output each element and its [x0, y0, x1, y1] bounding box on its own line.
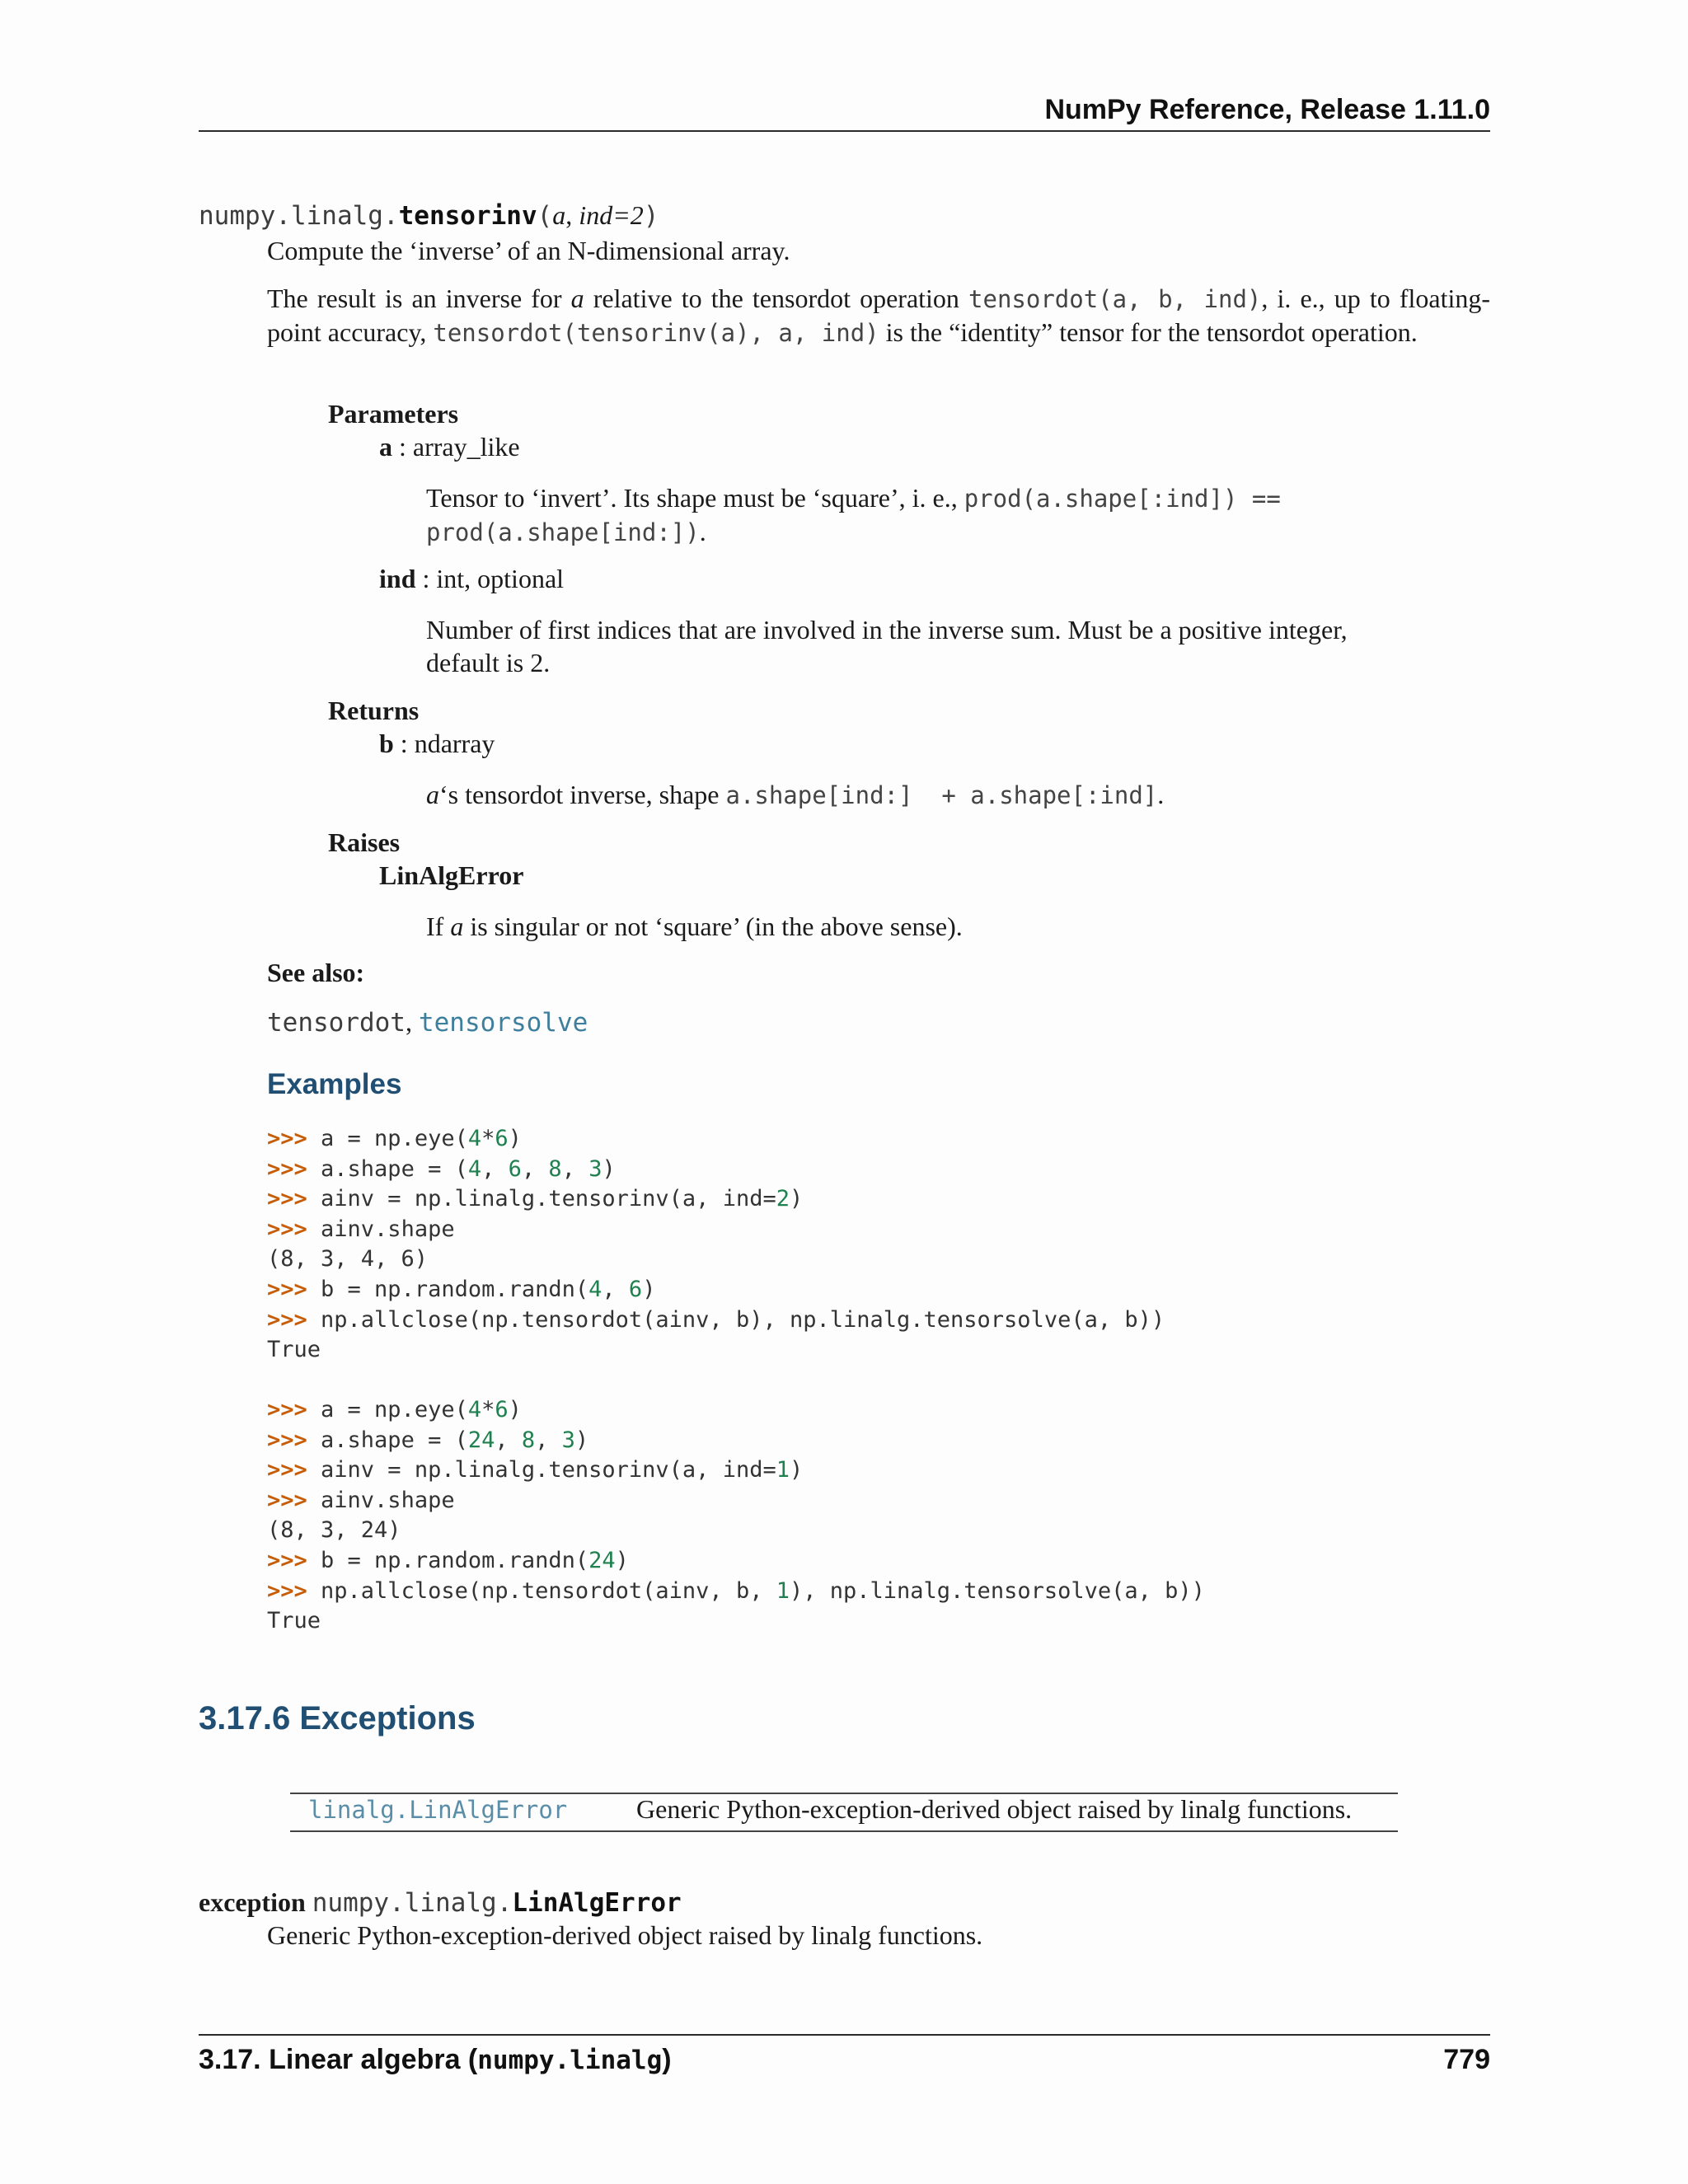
code-number: 1: [776, 1577, 790, 1604]
code-prompt: >>>: [267, 1397, 321, 1422]
see-also-tensorsolve-link[interactable]: tensorsolve: [418, 1008, 588, 1038]
exception-name: LinAlgError: [512, 1888, 682, 1918]
examples-heading: Examples: [267, 1068, 402, 1100]
param-a-name: a: [379, 432, 392, 462]
see-also-heading: See also:: [267, 958, 365, 987]
signature-arg1: a: [552, 200, 566, 230]
desc-text-a: The result is an inverse for: [267, 284, 571, 313]
raises-desc-text-1: If: [426, 912, 451, 941]
return-b-desc-end: .: [1157, 780, 1165, 809]
code-line: [267, 1577, 1205, 1607]
raises-desc-text-2: is singular or not ‘square’ (in the above sense).: [463, 912, 963, 941]
return-b-desc-text: ‘s tensordot inverse, shape: [439, 780, 726, 809]
code-text: a.shape = (: [321, 1155, 468, 1182]
code-prompt: >>>: [267, 1155, 321, 1182]
param-a-desc-text: Tensor to ‘invert’. Its shape must be ‘square’, i. e.,: [426, 483, 964, 513]
return-b-description: [426, 778, 1386, 812]
code-number: 24: [588, 1547, 616, 1573]
code-number: 4: [467, 1126, 482, 1151]
description-paragraph: [267, 282, 1490, 349]
param-a: [379, 432, 520, 462]
param-ind-type: : int, optional: [415, 564, 565, 593]
desc-text-d: is the “identity” tensor for the tensordot operation.: [879, 317, 1418, 347]
code-text: ), np.linalg.tensorsolve(a, b)): [789, 1577, 1205, 1604]
desc-ital-a: a: [570, 284, 584, 313]
raises-error-name: LinAlgError: [379, 860, 524, 890]
footer-section: [199, 2044, 672, 2076]
code-text: b = np.random.randn(: [321, 1547, 589, 1573]
code-text: a.shape = (: [321, 1427, 468, 1453]
header-title: NumPy Reference, Release 1.11.0: [1044, 94, 1490, 125]
code-number: 1: [776, 1457, 790, 1483]
code-number: 24: [467, 1427, 495, 1453]
code-line: [267, 1155, 1165, 1185]
code-prompt: >>>: [267, 1427, 321, 1453]
exception-signature: [199, 1887, 682, 1918]
code-line: [267, 1244, 1165, 1275]
code-prompt: >>>: [267, 1577, 321, 1604]
param-a-desc-end: .: [699, 517, 706, 546]
footer-section-text: 3.17. Linear algebra (: [199, 2044, 478, 2075]
code-text: *: [481, 1126, 495, 1151]
parameters-heading: Parameters: [328, 399, 459, 429]
raises-desc-ital: a: [450, 912, 464, 941]
code-text: ,: [495, 1427, 522, 1453]
signature-arg2: ind=2: [579, 200, 644, 230]
code-text: ainv = np.linalg.tensorinv(a, ind=: [321, 1457, 776, 1483]
example-code-block-1: [267, 1124, 1165, 1366]
code-number: 6: [495, 1397, 509, 1422]
footer-section-code: numpy.linalg: [477, 2046, 663, 2075]
code-line: [267, 1275, 1165, 1305]
code-prompt: >>>: [267, 1487, 321, 1513]
code-line: [267, 1455, 1205, 1486]
code-text: ,: [602, 1276, 629, 1302]
code-text: ): [602, 1155, 616, 1182]
code-text: np.allclose(np.tensordot(ainv, b,: [321, 1577, 776, 1604]
desc-text-c: , i. e., up to floating-point accuracy,: [267, 284, 1491, 347]
param-a-description: [426, 481, 1386, 549]
code-number: 6: [508, 1155, 522, 1182]
code-text: ): [642, 1276, 656, 1302]
signature-name: tensorinv: [398, 201, 537, 231]
param-ind-name: ind: [379, 564, 416, 593]
code-number: 4: [588, 1276, 603, 1302]
code-text: ): [508, 1397, 522, 1422]
exception-module: numpy.linalg.: [312, 1888, 513, 1918]
code-text: ,: [561, 1155, 589, 1182]
code-number: 4: [467, 1397, 482, 1422]
exceptions-summary-table: [290, 1793, 1398, 1832]
param-a-type: : array_like: [392, 432, 520, 462]
code-text: ,: [521, 1155, 549, 1182]
param-a-desc-code: prod(a.shape[:ind]) == prod(a.shape[ind:]): [426, 485, 1281, 546]
code-number: 2: [776, 1186, 790, 1212]
code-text: (8, 3, 24): [267, 1517, 401, 1544]
desc-code-2: tensordot(tensorinv(a), a, ind): [433, 319, 879, 347]
param-ind: [379, 564, 564, 594]
code-line: [267, 1606, 1205, 1637]
desc-text-b: relative to the tensordot operation: [584, 284, 969, 313]
see-also-list: [267, 1007, 588, 1038]
code-prompt: >>>: [267, 1216, 321, 1242]
code-prompt: >>>: [267, 1186, 321, 1212]
return-b-ital: a: [426, 780, 439, 809]
code-line: [267, 1335, 1165, 1366]
code-line: [267, 1546, 1205, 1577]
code-text: ainv.shape: [321, 1487, 455, 1513]
code-line: [267, 1516, 1205, 1546]
code-text: *: [481, 1397, 495, 1422]
return-b: [379, 729, 495, 759]
code-number: 6: [628, 1276, 643, 1302]
section-heading: 3.17.6 Exceptions: [199, 1700, 476, 1736]
raises-error: [379, 860, 523, 891]
raises-heading: Raises: [328, 827, 401, 857]
code-number: 3: [588, 1155, 603, 1182]
code-text: ): [508, 1126, 522, 1151]
code-text: ainv = np.linalg.tensorinv(a, ind=: [321, 1186, 776, 1212]
returns-heading: Returns: [328, 696, 420, 725]
code-line: [267, 1426, 1205, 1456]
code-prompt: >>>: [267, 1276, 321, 1302]
return-b-desc-code: a.shape[ind:] + a.shape[:ind]: [725, 781, 1158, 809]
code-text: ): [789, 1186, 804, 1212]
code-number: 8: [548, 1155, 562, 1182]
code-line: [267, 1124, 1165, 1155]
code-line: [267, 1215, 1165, 1245]
linalgerror-summary: Generic Python-exception-derived object raised by linalg functions.: [636, 1794, 1353, 1824]
code-text: ainv.shape: [321, 1216, 455, 1242]
code-prompt: >>>: [267, 1547, 321, 1573]
example-code-block-2: [267, 1395, 1205, 1637]
code-line: [267, 1184, 1165, 1215]
running-header: [199, 91, 1490, 132]
code-text: np.allclose(np.tensordot(ainv, b), np.linalg.tensorsolve(a, b)): [321, 1306, 1165, 1333]
param-ind-description: Number of first indices that are involved in the inverse sum. Must be a positive integer, default is 2.: [426, 615, 1348, 677]
return-b-type: : ndarray: [393, 729, 495, 758]
return-b-name: b: [379, 729, 394, 758]
function-signature: [199, 200, 659, 231]
code-text: b = np.random.randn(: [321, 1276, 589, 1302]
code-text: True: [267, 1337, 321, 1363]
code-number: 8: [521, 1427, 536, 1453]
code-number: 3: [561, 1427, 575, 1453]
code-number: 6: [495, 1126, 509, 1151]
signature-close: ): [643, 201, 659, 231]
code-text: True: [267, 1608, 321, 1634]
code-text: ,: [535, 1427, 562, 1453]
code-prompt: >>>: [267, 1306, 321, 1333]
code-line: [267, 1305, 1165, 1336]
see-also-tensordot: tensordot: [267, 1008, 406, 1038]
signature-module: numpy.linalg.: [199, 201, 399, 231]
code-text: ): [789, 1457, 804, 1483]
code-line: [267, 1395, 1205, 1426]
exception-description: Generic Python-exception-derived object raised by linalg functions.: [267, 1920, 983, 1950]
running-footer: [199, 2034, 1490, 2075]
code-text: ): [574, 1427, 589, 1453]
code-prompt: >>>: [267, 1126, 321, 1151]
code-prompt: >>>: [267, 1457, 321, 1483]
code-line: [267, 1486, 1205, 1516]
code-text: (8, 3, 4, 6): [267, 1246, 429, 1272]
see-also-sep: ,: [405, 1007, 419, 1037]
desc-code-1: tensordot(a, b, ind): [968, 285, 1262, 313]
page-number: 779: [1443, 2044, 1490, 2075]
signature-sep: ,: [565, 200, 579, 230]
linalgerror-link[interactable]: linalg.LinAlgError: [308, 1796, 568, 1824]
footer-section-close: ): [662, 2044, 672, 2075]
exception-keyword: exception: [199, 1887, 306, 1917]
code-number: 4: [467, 1155, 482, 1182]
signature-open: (: [537, 201, 553, 231]
code-text: ): [615, 1547, 629, 1573]
code-text: a = np.eye(: [321, 1397, 468, 1422]
raises-description: [426, 910, 1386, 943]
summary-line: Compute the ‘inverse’ of an N-dimensional array.: [267, 236, 790, 265]
code-text: a = np.eye(: [321, 1126, 468, 1151]
code-text: ,: [481, 1155, 509, 1182]
